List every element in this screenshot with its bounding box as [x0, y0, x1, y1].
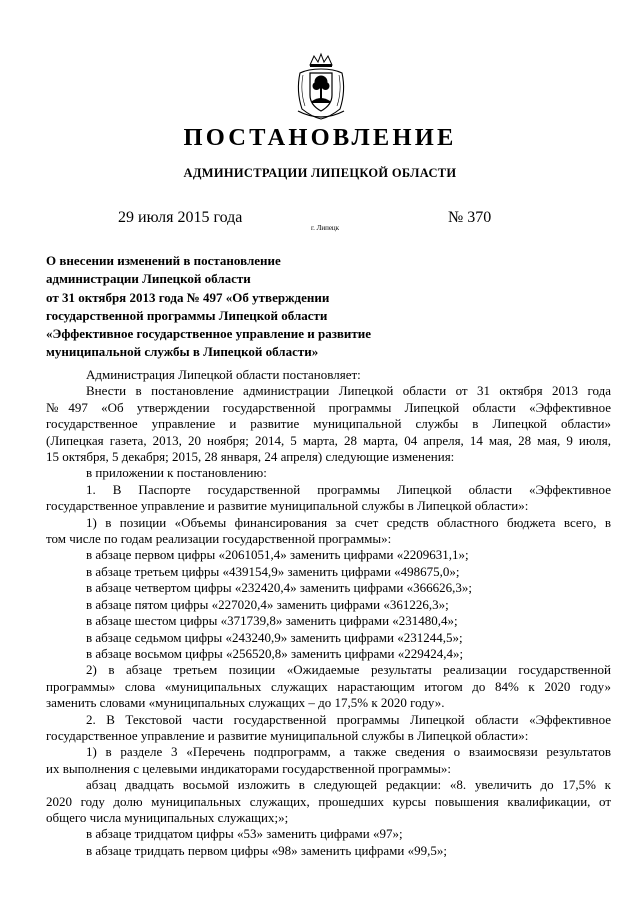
body-line: 1) в позиции «Объемы финансирования за счет средств областного бюджета всего, в — [86, 514, 611, 530]
body-line: 2. В Текстовой части государственной программы Липецкой области «Эффективное — [86, 711, 611, 727]
subject-line: «Эффективное государственное управление и развитие — [46, 326, 372, 342]
subject-line: от 31 октября 2013 года № 497 «Об утверждении — [46, 289, 330, 305]
subject-line: муниципальной службы в Липецкой области» — [46, 344, 319, 360]
body-line: в абзаце первом цифры «2061051,4» заменить цифрами «2209631,1»; — [86, 547, 469, 563]
body-line: 1) в разделе 3 «Перечень подпрограмм, а также сведения о взаимосвязи результатов — [86, 744, 611, 760]
subject-line: государственной программы Липецкой области — [46, 307, 328, 323]
subject-line: О внесении изменений в постановление — [46, 253, 281, 268]
body-line: государственное управление и развитие муниципальной службы в Липецкой области» — [46, 416, 611, 432]
body-line: №497 «Об утверждении государственной программы Липецкой области «Эффективное — [46, 399, 611, 415]
body-line: в абзаце третьем цифры «439154,9» заменить цифрами «498675,0»; — [86, 563, 460, 579]
body-line: в абзаце восьмом цифры «256520,8» заменить цифрами «229424,4»; — [86, 645, 464, 661]
body-line: 1. В Паспорте государственной программы Липецкой области «Эффективное — [86, 481, 611, 497]
body-line: в приложении к постановлению: — [86, 465, 267, 481]
body-line: их выполнения с целевыми индикаторами государственной программы»: — [46, 760, 452, 776]
body-line: программы» слова «муниципальных служащих нарастающим итогом до 84% к 2020 году» — [46, 678, 611, 694]
document-body — [46, 367, 611, 859]
issuer-title: АДМИНИСТРАЦИИ ЛИПЕЦКОЙ ОБЛАСТИ — [183, 166, 457, 180]
document-date: 29 июля 2015 года — [118, 209, 243, 226]
body-line: в абзаце тридцать первом цифры «98» заменить цифрами «99,5»; — [86, 842, 447, 858]
coat-of-arms-icon — [292, 51, 350, 121]
body-line: 2) в абзаце третьем позиции «Ожидаемые результаты реализации государственной — [86, 662, 611, 678]
body-line: в абзаце тридцатом цифры «53» заменить цифрами «97»; — [86, 826, 403, 842]
subject-line: администрации Липецкой области — [46, 271, 251, 287]
body-line: том числе по годам реализации государственной программы»: — [46, 531, 392, 547]
body-line: 15 октября, 5 декабря; 2015, 28 января, 24 апреля) следующие изменения: — [46, 449, 455, 465]
body-line: общего числа муниципальных служащих;»; — [46, 809, 289, 825]
document-city: г. Липецк — [311, 224, 340, 232]
body-line: государственное управление и развитие муниципальной службы в Липецкой области»: — [46, 498, 529, 514]
body-line: государственное управление и развитие муниципальной службы в Липецкой области»: — [46, 727, 529, 743]
body-line: в абзаце четвертом цифры «232420,4» заменить цифрами «366626,3»; — [86, 580, 472, 596]
body-line: Администрация Липецкой области постановляет: — [86, 367, 361, 382]
document-number: № 370 — [448, 209, 492, 226]
body-line: (Липецкая газета, 2013, 20 ноября; 2014, 5 марта, 28 марта, 04 апреля, 14 мая, 28 мая, 9 июля, — [46, 432, 611, 448]
body-line: 2020 году долю муниципальных служащих, прошедших курсы повышения квалификации, от — [46, 793, 611, 809]
body-line: Внести в постановление администрации Липецкой области от 31 октября 2013 года — [86, 383, 611, 399]
document-type-title: ПОСТАНОВЛЕНИЕ — [183, 124, 457, 151]
body-line: абзац двадцать восьмой изложить в следующей редакции: «8. увеличить до 17,5% к — [86, 777, 611, 793]
body-line: в абзаце шестом цифры «371739,8» заменить цифрами «231480,4»; — [86, 613, 458, 629]
document-subject — [46, 252, 426, 362]
body-line: в абзаце пятом цифры «227020,4» заменить цифрами «361226,3»; — [86, 596, 449, 612]
emblem — [292, 51, 350, 121]
body-line: в абзаце седьмом цифры «243240,9» заменить цифрами «231244,5»; — [86, 629, 463, 645]
body-line: заменить словами «муниципальных служащих – до 17,5% к 2020 году». — [46, 695, 445, 711]
